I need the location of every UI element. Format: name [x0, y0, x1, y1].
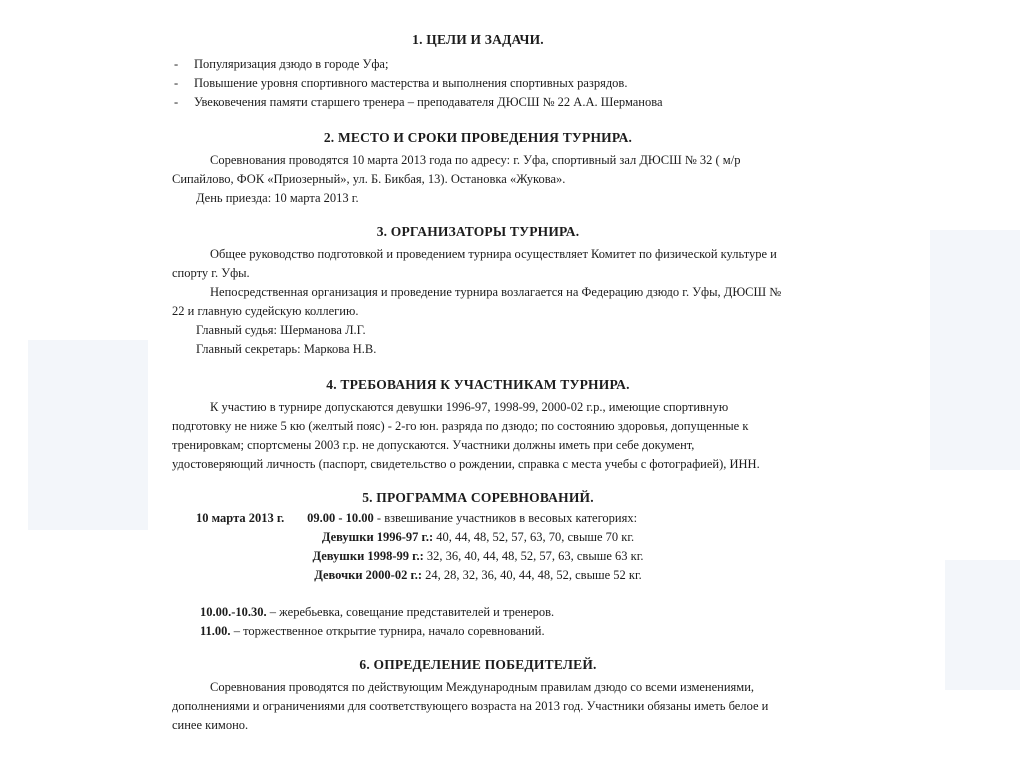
chief-judge: Главный судья: Шерманова Л.Г.: [196, 323, 366, 337]
category-row: [172, 528, 784, 547]
category-label: Девушки 1998-99 г.:: [312, 549, 424, 563]
category-row: [172, 566, 784, 585]
scan-artifact-left: [28, 340, 148, 530]
category-values: 24, 28, 32, 36, 40, 44, 48, 52, свыше 52 кг.: [422, 568, 642, 582]
schedule-weigh-in: [172, 509, 784, 528]
list-item: - Увековечения памяти старшего тренера – преподавателя ДЮСШ № 22 А.А. Шерманова: [172, 93, 784, 112]
schedule-text: – торжественное открытие турнира, начало соревнований.: [230, 624, 545, 638]
schedule-time: 11.00.: [200, 624, 231, 638]
schedule-text: - взвешивание участников в весовых категориях:: [373, 511, 638, 525]
schedule-draw: [172, 603, 784, 622]
section-4-paragraph: К участию в турнире допускаются девушки 1996-97, 1998-99, 2000-02 г.р., имеющие спортивную подготовку не ниже 5 кю (желтый пояс) - 2-го юн. разряда по дзюдо; по состоянию здоровья, допущенные к тренировкам; спортсмены 2003 г.р. не допускаются. Участники должны иметь при себе документ, удостоверяющий личность (паспорт, свидетельство о рождении, справка с места учебы с фотографией), ИНН.: [172, 400, 760, 471]
section-3-heading: 3. ОРГАНИЗАТОРЫ ТУРНИРА.: [376, 224, 580, 239]
section-3-paragraph-2: Непосредственная организация и проведение турнира возлагается на Федерацию дзюдо г. Уфы, ДЮСШ № 22 и главную судейскую коллегию.: [172, 285, 782, 318]
section-5-heading: 5. ПРОГРАММА СОРЕВНОВАНИЙ.: [362, 490, 594, 505]
schedule-time: 10.00.-10.30.: [200, 605, 267, 619]
schedule-date: 10 марта 2013 г.: [196, 511, 285, 525]
category-label: Девушки 1996-97 г.:: [321, 530, 434, 544]
section-6-paragraph: Соревнования проводятся по действующим Международным правилам дзюдо со всеми изменениями, дополнениями и ограничениями для соответствующего возраста на 2013 год. Участники обязаны иметь белое и синее кимоно.: [172, 680, 769, 732]
list-item: - Популяризация дзюдо в городе Уфа;: [172, 55, 784, 74]
category-row: [172, 547, 784, 566]
schedule-text: – жеребьевка, совещание представителей и тренеров.: [266, 605, 555, 619]
goals-list: [172, 55, 784, 112]
section-4-heading: 4. ТРЕБОВАНИЯ К УЧАСТНИКАМ ТУРНИРА.: [326, 377, 630, 392]
category-values: 40, 44, 48, 52, 57, 63, 70, свыше 70 кг.: [433, 530, 635, 544]
scan-artifact-right-top: [930, 230, 1020, 470]
section-6-heading: 6. ОПРЕДЕЛЕНИЕ ПОБЕДИТЕЛЕЙ.: [359, 657, 597, 672]
section-1-heading: 1. ЦЕЛИ И ЗАДАЧИ.: [412, 32, 544, 47]
schedule-time: 09.00 - 10.00: [307, 511, 374, 525]
section-2-paragraph: Соревнования проводятся 10 марта 2013 года по адресу: г. Уфа, спортивный зал ДЮСШ № 32 ( м/р Сипайлово, ФОК «Приозерный», ул. Б. Бикбая, 13). Остановка «Жукова».: [172, 153, 741, 186]
category-label: Девочки 2000-02 г.:: [314, 568, 422, 582]
section-2-heading: 2. МЕСТО И СРОКИ ПРОВЕДЕНИЯ ТУРНИРА.: [323, 130, 633, 145]
document-body: [172, 30, 784, 735]
schedule-opening: [172, 622, 784, 641]
list-item: - Повышение уровня спортивного мастерства и выполнения спортивных разрядов.: [172, 74, 784, 93]
chief-secretary: Главный секретарь: Маркова Н.В.: [196, 342, 377, 356]
category-values: 32, 36, 40, 44, 48, 52, 57, 63, свыше 63 кг.: [423, 549, 644, 563]
scan-artifact-right-bottom: [945, 560, 1020, 690]
arrival-day: День приезда: 10 марта 2013 г.: [196, 191, 359, 205]
section-3-paragraph-1: Общее руководство подготовкой и проведением турнира осуществляет Комитет по физической культуре и спорту г. Уфы.: [172, 247, 777, 280]
